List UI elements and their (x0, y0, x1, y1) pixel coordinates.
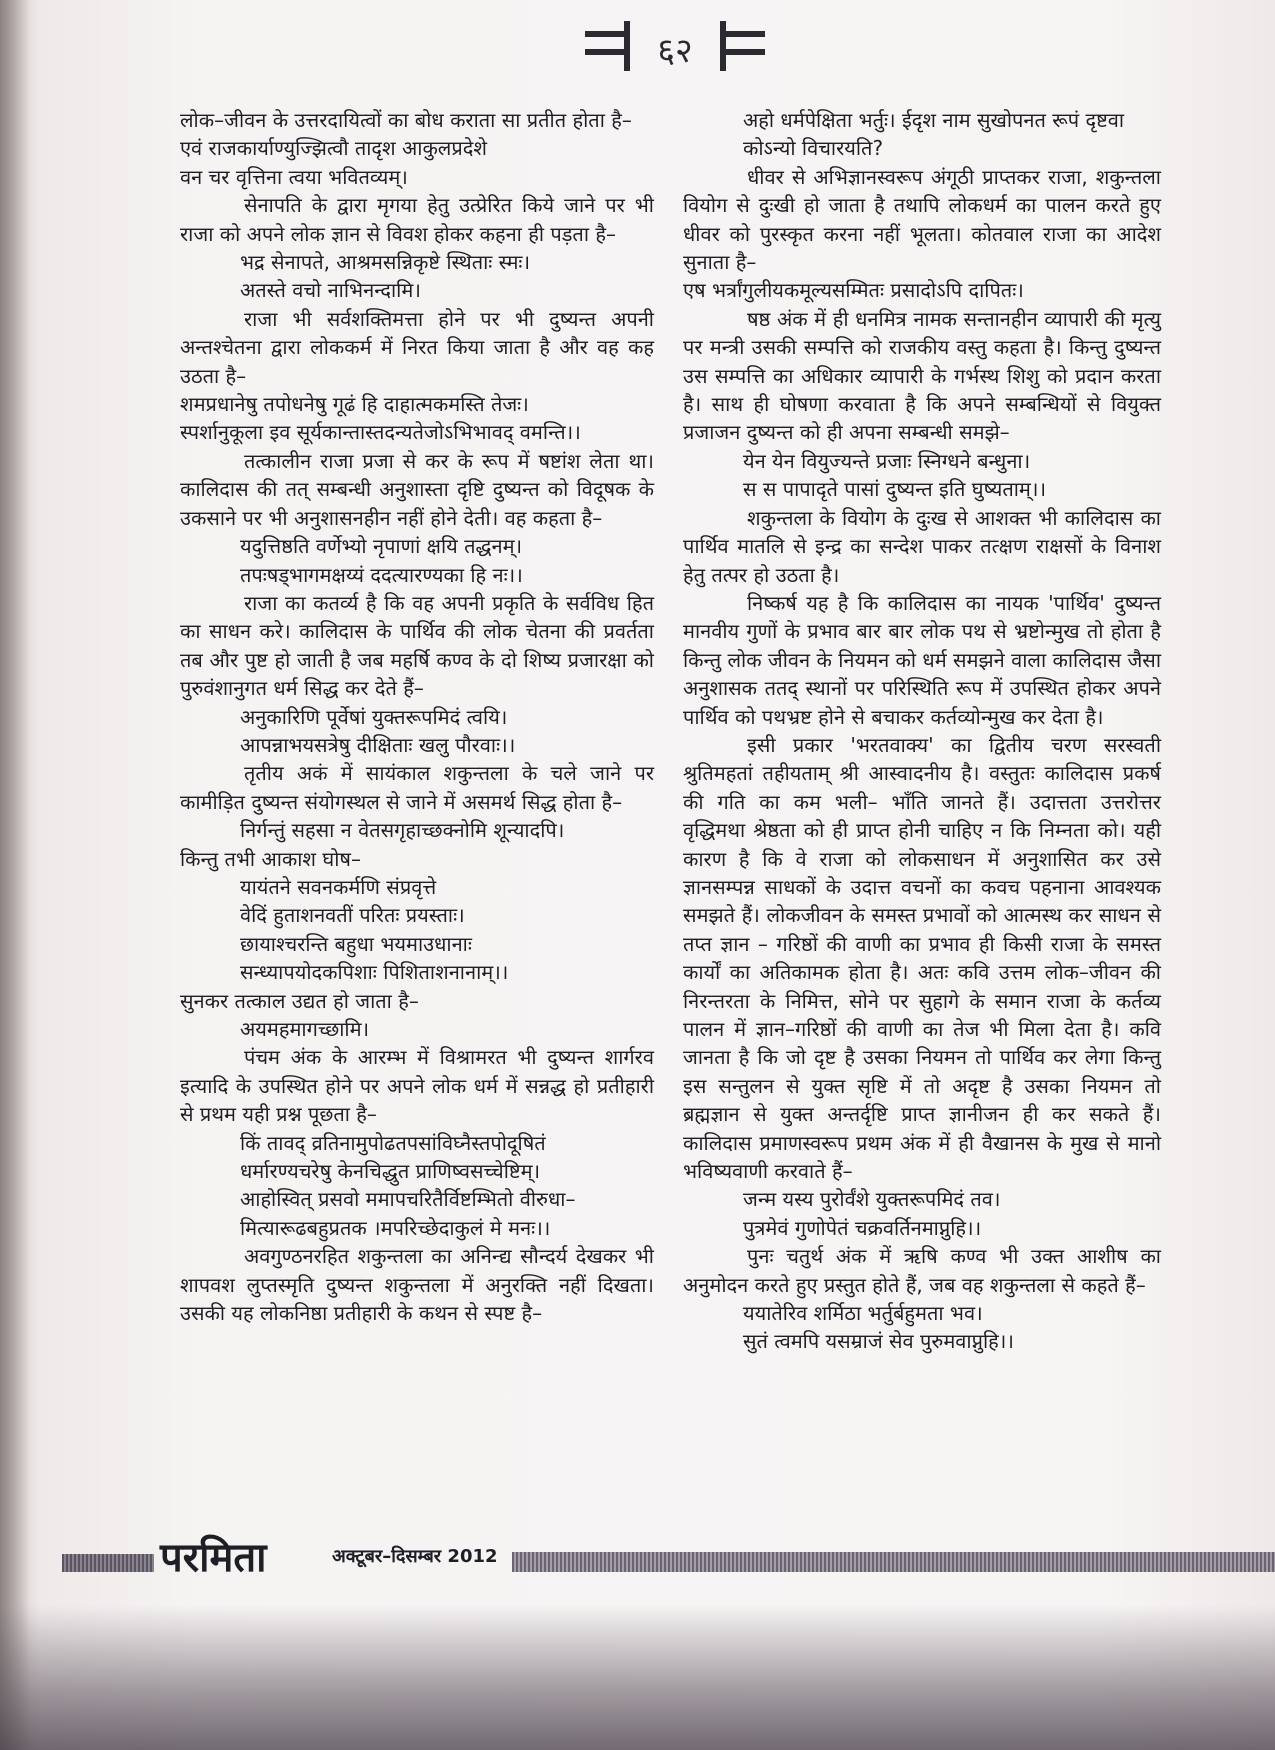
paragraph: राजा भी सर्वशक्तिमत्ता होने पर भी दुष्यन्त अपनी अन्तश्चेतना द्वारा लोककर्म में निरत किया जाता है और वह कह उठता है– (180, 306, 654, 388)
paragraph: सेनापति के द्वारा मृगया हेतु उत्प्रेरित किये जाने पर भी राजा को अपने लोक ज्ञान से विवश होकर कहना ही पड़ता है– (180, 193, 654, 246)
page-number: ६२ (657, 31, 693, 71)
paragraph: निष्कर्ष यह है कि कालिदास का नायक 'पार्थिव' दुष्यन्त मानवीय गुणों के प्रभाव बार बार लोक पथ से भ्रष्टोन्मुख तो होता है किन्तु लोक जीवन के नियमन को धर्म समझने वाला कालिदास जैसा अनुशासक ततद् स्थानों पर परिस्थिति रूप में उपस्थित होकर अपने पार्थिव को पथभ्रष्ट होने से बचाकर कर्तव्योन्मुख कर देता है। (683, 590, 1161, 729)
verse-line: वेदिं हुताशनवतीं परितः प्रयस्ताः। (240, 903, 465, 928)
verse-line: अयमहमागच्छामि। (240, 1017, 370, 1041)
verse-line: अतस्ते वचो नाभिनन्दामि। (240, 278, 421, 303)
verse-line: भद्र सेनापते, आश्रमसन्निकृष्टे स्थिताः स्मः। (240, 250, 531, 275)
verse-line: किं तावद् व्रतिनामुपोढतपसांविघ्नैस्तपोदूषितं (240, 1130, 546, 1155)
paragraph: पुनः चतुर्थ अंक में ऋषि कण्व भी उक्त आशीष का अनुमोदन करते हुए प्रस्तुत होते हैं, जब वह शकुन्तला से कहते हैं– (683, 1244, 1161, 1297)
issue-date: अक्टूबर–दिसम्बर 2012 (332, 1546, 498, 1567)
verse-line: शमप्रधानेषु तपोधनेषु गूढं हि दाहात्मकमस्ति तेजः। (180, 392, 529, 417)
right-column (683, 106, 1161, 1356)
verse-line: एवं राजकार्याण्युज्झित्वौ तादृश आकुलप्रदेशे (180, 136, 487, 161)
verse-line: पुत्रमेवं गुणोपेतं चक्रवर्तिनमाप्नुहि।। (743, 1215, 982, 1240)
paragraph: पंचम अंक के आरम्भ में विश्रामरत भी दुष्यन्त शार्गरव इत्यादि के उपस्थित होने पर अपने लोक धर्म में सन्नद्ध हो प्रतीहारी से प्रथम यही प्रश्न पूछता है– (180, 1045, 654, 1127)
paragraph: षष्ठ अंक में ही धनमित्र नामक सन्तानहीन व्यापारी की मृत्यु पर मन्त्री उसकी सम्पत्ति को राजकीय वस्तु कहता है। किन्तु दुष्यन्त उस सम्पत्ति का अधिकार व्यापारी के गर्भस्थ शिशु को प्रदान करता है। साथ ही घोषणा करवाता है कि अपने सम्बन्धियों से वियुक्त प्रजाजन दुष्यन्त को ही अपना सम्बन्धी समझे– (683, 306, 1161, 445)
paragraph: अवगुण्ठनरहित शकुन्तला का अनिन्द्य सौन्दर्य देखकर भी शापवश लुप्तस्मृति दुष्यन्त शकुन्तला में अनुरक्ति नहीं दिखता। उसकी यह लोकनिष्ठा प्रतीहारी के कथन से स्पष्ट है– (180, 1244, 654, 1326)
verse-line: निर्गन्तुं सहसा न वेतसगृहाच्छक्नोमि शून्यादपि। (240, 818, 565, 843)
page-footer (0, 1528, 1275, 1581)
verse-line: स्पर्शानुकूला इव सूर्यकान्तास्तदन्यतेजोऽभिभावद् वमन्ति।। (180, 420, 581, 445)
verse-line: जन्म यस्य पुरोर्वंशे युक्तरूपमिदं तव। (743, 1187, 1001, 1212)
verse-line: अनुकारिणि पूर्वेषां युक्तरूपमिदं त्वयि। (240, 704, 508, 729)
verse-line: आहोस्वित् प्रसवो ममापचरितैर्विष्टम्भितो वीरुधा– (240, 1187, 576, 1212)
verse-line: सन्ध्यापयोदकपिशाः पिशिताशनानाम्।। (240, 960, 509, 985)
verse-line: यायंतने सवनकर्मणि संप्रवृत्ते (240, 874, 437, 899)
page-gutter-shadow (0, 0, 30, 1750)
verse-line: तपःषड्भागमक्षय्यं ददत्यारण्यका हि नः।। (240, 562, 523, 587)
verse-line: येन येन वियुज्यन्ते प्रजाः स्निग्धने बन्धुना। (743, 448, 1031, 473)
paragraph: इसी प्रकार 'भरतवाक्य' का द्वितीय चरण सरस्वती श्रुतिमहतां तहीयताम् श्री आस्वादनीय है। वस्तुतः कालिदास प्रकर्ष की गति का कम भली– भाँति जानते हैं। उदात्तता उत्तरोत्तर वृद्धिमथा श्रेष्ठता को ही प्राप्त होनी चाहिए न कि निम्नता को। यही कारण है कि वे राजा को लोकसाधन में अनुशासित कर उसे ज्ञानसम्पन्न साधकों के उदात्त वचनों का कवच पहनाना आवश्यक समझते हैं। लोकजीवन के समस्त प्रभावों को आत्मस्थ कर साधन से तप्त ज्ञान – गरिष्ठों की वाणी का प्रभाव ही किसी राजा के समस्त कार्यों का अतिकामक होता है। अतः कवि उत्तम लोक–जीवन की निरन्तरता के निमित्त, सोने पर सुहागे के समान राजा के कर्तव्य पालन में ज्ञान–गरिष्ठों की वाणी का तेज भी मिला देता है। कवि जानता है कि जो दृष्ट है उसका नियमन तो पार्थिव कर लेगा किन्तु इस सन्तुलन से युक्त सृष्टि में तो अदृष्ट है उसका नियमन तो ब्रह्मज्ञान से युक्त अन्तर्दृष्टि प्राप्त ज्ञानीजन ही कर सकते हैं। कालिदास प्रमाणस्वरूप प्रथम अंक में ही वैखानस के मुख से मानो भविष्यवाणी करवाते हैं– (683, 732, 1161, 1184)
paragraph: किन्तु तभी आकाश घोष– (180, 846, 361, 871)
footer-rule-right (512, 1552, 1275, 1572)
verse-line: मित्यारूढबहुप्रतक ।मपरिच्छेदाकुलं मे मनः।। (240, 1215, 551, 1240)
paragraph: धीवर से अभिज्ञानस्वरूप अंगूठी प्राप्तकर राजा, शकुन्तला वियोग से दुःखी हो जाता है तथापि लोकधर्म का पालन करते हुए धीवर को पुरस्कृत करना नहीं भूलता। कोतवाल राजा का आदेश सुनाता है– (683, 164, 1161, 275)
paragraph: तृतीय अकं में सायंकाल शकुन्तला के चले जाने पर कामीड़ित दुष्यन्त संयोगस्थल से जाने में असमर्थ सिद्ध होता है– (180, 761, 654, 814)
paragraph: शकुन्तला के वियोग के दुःख से आशक्त भी कालिदास का पार्थिव मातलि से इन्द्र का सन्देश पाकर तत्क्षण राक्षसों के विनाश हेतु तत्पर हो उठता है। (683, 505, 1161, 587)
verse-line: अहो धर्मपेक्षिता भर्तुः। ईदृश नाम सुखोपनत रूपं दृष्टवा कोऽन्यो विचारयति? (743, 108, 1125, 161)
paragraph: सुनकर तत्काल उद्यत हो जाता है– (180, 988, 419, 1013)
verse-line: छायाश्चरन्ति बहुधा भयमाउधानाः (240, 931, 472, 956)
footer-rule-left (62, 1554, 154, 1572)
left-column (180, 106, 654, 1327)
verse-line: वन चर वृत्तिना त्वया भवितव्यम्। (180, 164, 408, 189)
verse-line: ययातेरिव शर्मिठा भर्तुर्बहुमता भव। (743, 1301, 983, 1326)
verse-line: यदुत्तिष्ठति वर्णेभ्यो नृपाणां क्षयि तद्धनम्। (240, 534, 523, 559)
verse-line: सुतं त्वमपि यसम्राजं सेव पुरुमवाप्नुहि।। (743, 1329, 1014, 1354)
verse-line: स स पापादृते पासां दुष्यन्त इति घुष्यताम्।। (743, 477, 1047, 502)
verse-line: धर्मारण्यचरेषु केनचिद्धुत प्राणिष्वसच्चेष्टिम्। (240, 1159, 541, 1184)
page-header (585, 18, 765, 78)
magazine-title: परमिता (160, 1534, 267, 1581)
verse-line: एष भर्त्रांगुलीयकमूल्यसम्मितः प्रसादोऽपि दापितः। (683, 278, 1024, 303)
paragraph: राजा का कतर्व्य है कि वह अपनी प्रकृति के सर्वविध हित का साधन करे। कालिदास के पार्थिव की लोक चेतना की प्रवर्तता तब और पुष्ट हो जाती है जब महर्षि कण्व के दो शिष्य प्रजारक्षा को पुरुवंशानुगत धर्म सिद्ध कर देते हैं– (180, 590, 654, 701)
paragraph: लोक–जीवन के उत्तरदायित्वों का बोध कराता सा प्रतीत होता है– (180, 108, 632, 132)
paragraph: तत्कालीन राजा प्रजा से कर के रूप में षष्टांश लेता था। कालिदास की तत् सम्बन्धी अनुशास्ता दृष्टि दुष्यन्त को विदूषक के उकसाने पर भी अनुशासनहीन नहीं होने देती। वह कहता है– (180, 448, 654, 530)
page-bottom-shadow (0, 1605, 1275, 1750)
verse-line: आपन्नाभयसत्रेषु दीक्षिताः खलु पौरवाः।। (240, 732, 516, 757)
